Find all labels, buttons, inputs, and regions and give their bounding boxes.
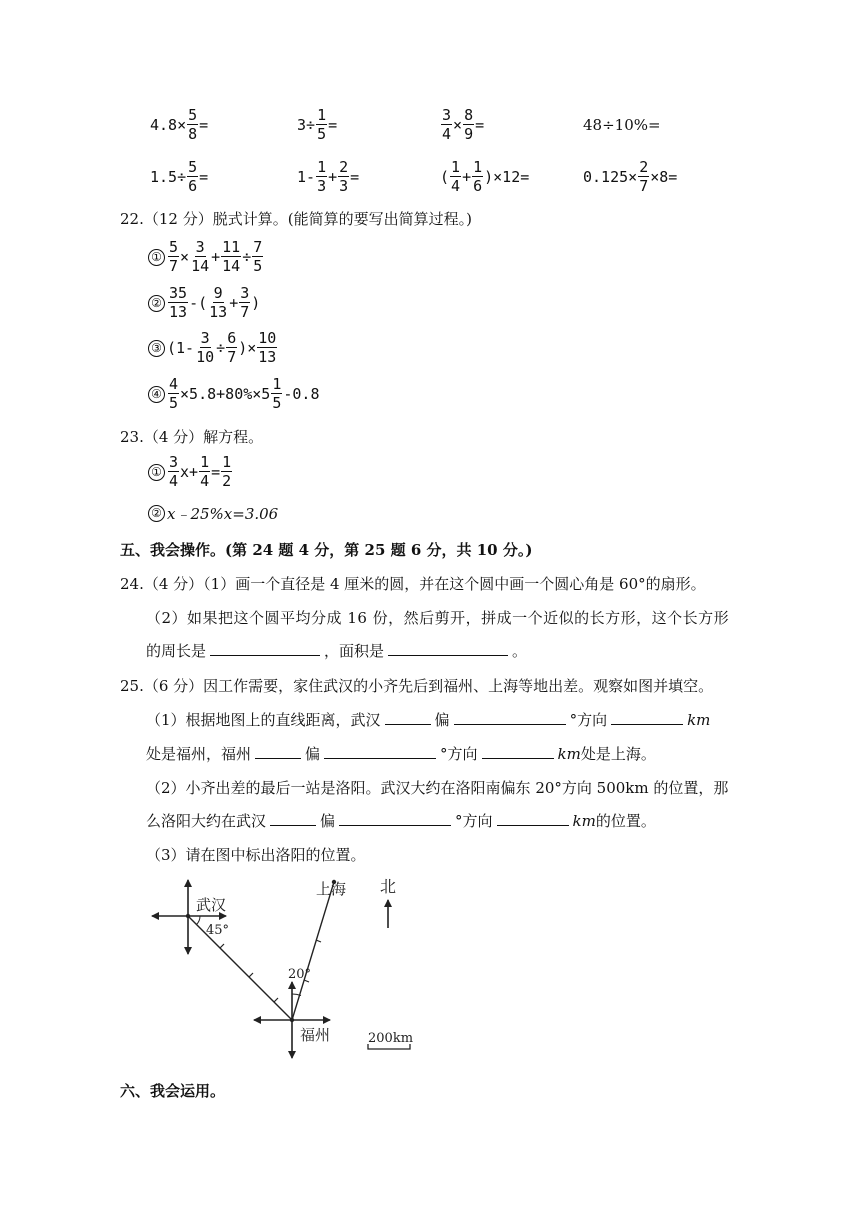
q22-p1: ① $\frac{5}{7}$ × $\frac{3}{14}$ + $\frac{11}{14}$ ÷ $\frac{7}{5}$	[148, 240, 264, 274]
area-blank[interactable]	[388, 641, 508, 656]
scale-label: 200km	[368, 1031, 414, 1046]
wuhan-label: 武汉	[196, 896, 227, 914]
q25-line6: （3）请在图中标出洛阳的位置。	[146, 846, 366, 864]
q23-p2: ② x﹣25%x=3.06	[148, 503, 278, 524]
q22-p4: ④ $\frac{4}{5}$ ×5.8+80%×5 $\frac{1}{5}$ -0.8	[148, 377, 320, 411]
angle-arc-45	[197, 916, 201, 925]
angle-20-label: 20°	[288, 967, 312, 982]
blank-dist1[interactable]	[611, 710, 683, 725]
calc-row2-b: 1- $\frac{1}{3}$ + $\frac{2}{3}$ =	[297, 158, 360, 195]
q25-line2: （1）根据地图上的直线距离，武汉 偏 °方向 km	[146, 711, 711, 729]
q23-title: 23.（4 分）解方程。	[120, 428, 264, 446]
calc-row1-a: 4.8× $\frac{5}{8}$ =	[150, 106, 209, 143]
fuzhou-label: 福州	[300, 1026, 331, 1044]
blank-deg3[interactable]	[339, 811, 451, 826]
wuhan-fuzhou-line	[188, 916, 292, 1020]
blank-dist3[interactable]	[497, 811, 569, 826]
q22-title: 22.（12 分）脱式计算。(能简算的要写出简算过程。)	[120, 210, 472, 228]
calc-row1-c: $\frac{3}{4}$ × $\frac{8}{9}$ =	[442, 106, 485, 143]
section5-title: 五、我会操作。(第 24 题 4 分，第 25 题 6 分，共 10 分。)	[120, 541, 533, 559]
shanghai-label: 上海	[316, 880, 347, 898]
direction-map	[140, 870, 430, 1070]
blank-deg1[interactable]	[454, 710, 566, 725]
blank-dir2[interactable]	[255, 744, 301, 759]
calc-row2-d: 0.125× $\frac{2}{7}$ ×8=	[583, 158, 678, 195]
calc-row2-c: ( $\frac{1}{4}$ + $\frac{1}{6}$ )×12=	[440, 158, 530, 195]
angle-45-label: 45°	[206, 923, 230, 938]
blank-dir3[interactable]	[270, 811, 316, 826]
north-label: 北	[380, 877, 397, 896]
calc-row2-a: 1.5÷ $\frac{5}{6}$ =	[150, 158, 209, 195]
q25-line4: （2）小齐出差的最后一站是洛阳。武汉大约在洛阳南偏东 20°方向 500km 的位置，那	[146, 779, 729, 797]
q25-line5: 么洛阳大约在武汉 偏 °方向 km的位置。	[146, 812, 656, 830]
q25-line3: 处是福州，福州 偏 °方向 km处是上海。	[146, 745, 656, 763]
q24-line3: 的周长是 ，面积是 。	[146, 642, 528, 660]
blank-dist2[interactable]	[482, 744, 554, 759]
blank-deg2[interactable]	[324, 744, 436, 759]
calc-row1-b: 3÷ $\frac{1}{5}$ =	[297, 106, 338, 143]
q22-p3: ③ (1- $\frac{3}{10}$ ÷ $\frac{6}{7}$ )× $\frac{10}{13}$	[148, 331, 278, 365]
q24-line1: 24.（4 分）（1）画一个直径是 4 厘米的圆，并在这个圆中画一个圆心角是 60°的扇形。	[120, 575, 706, 593]
calc-row1-d: 48÷10%=	[583, 116, 661, 134]
perimeter-blank[interactable]	[210, 641, 320, 656]
blank-dir1[interactable]	[385, 710, 431, 725]
q24-line2: （2）如果把这个圆平均分成 16 份，然后剪开，拼成一个近似的长方形，这个长方形	[146, 609, 730, 627]
section6-title: 六、我会运用。	[120, 1082, 226, 1100]
q22-p2: ② $\frac{35}{13}$ -( $\frac{9}{13}$ + $\frac{3}{7}$ )	[148, 286, 260, 320]
q23-p1: ① $\frac{3}{4}$ x+ $\frac{1}{4}$ = $\frac{1}{2}$	[148, 455, 233, 489]
fuzhou-shanghai-line	[292, 882, 334, 1020]
q25-line1: 25.（6 分）因工作需要，家住武汉的小齐先后到福州、上海等地出差。观察如图并填空。	[120, 677, 714, 695]
